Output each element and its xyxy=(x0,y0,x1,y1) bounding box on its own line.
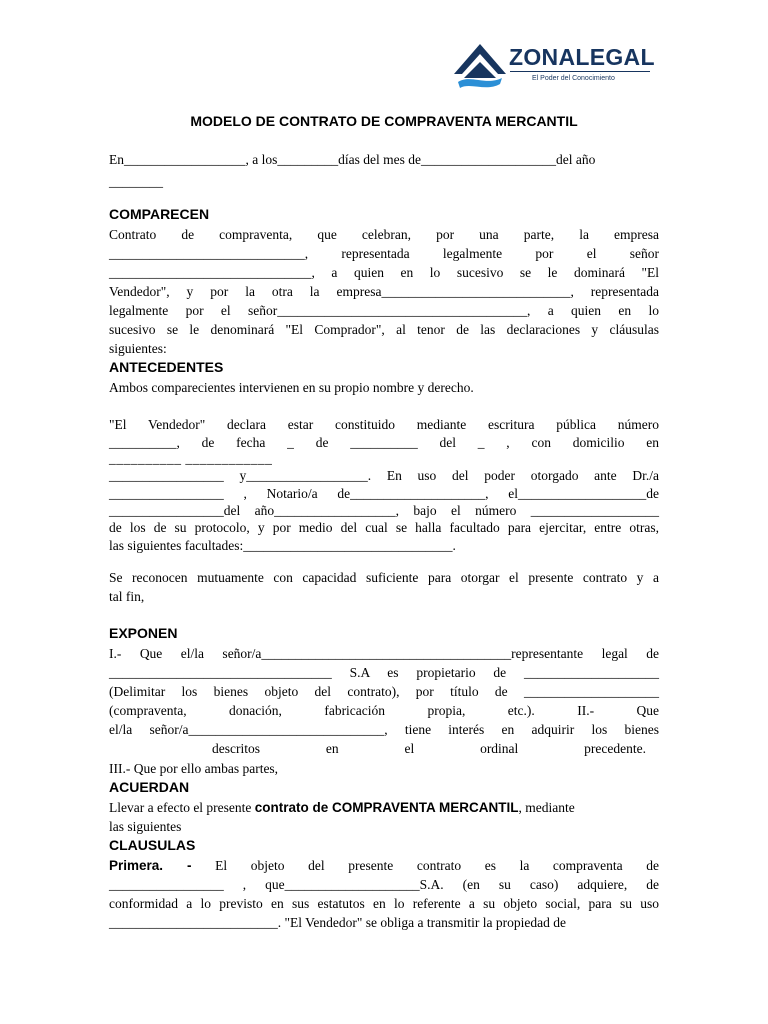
clausula-primera-text: El objeto del presente contrato es la compraventa de xyxy=(215,858,660,873)
heading-clausulas: CLAUSULAS xyxy=(109,837,196,853)
heading-antecedentes: ANTECEDENTES xyxy=(109,359,224,375)
clausula-primera-line-1 xyxy=(109,857,659,875)
reconocen-line-1: Se reconocen mutuamente con capacidad suficiente para otorgar el presente contrato y a xyxy=(109,570,659,585)
antecedentes-line-6: _________________ , Notario/a de____________________, el___________________de xyxy=(109,486,659,501)
exponen-line-2: _________________________________ S.A es propietario de ____________________ xyxy=(109,665,659,680)
acuerdan-line-2: las siguientes xyxy=(109,819,182,834)
date-line: En__________________, a los_________días del mes de____________________del año xyxy=(109,152,596,167)
antecedentes-line-3: __________, de fecha _ de __________ del _ , con domicilio en xyxy=(109,435,659,450)
clausula-primera-line-2: _________________ , que____________________S.A. (en su caso) adquiere, de xyxy=(109,877,659,892)
antecedentes-line-1: Ambos comparecientes intervienen en su propio nombre y derecho. xyxy=(109,380,474,395)
antecedentes-line-8: de los de su protocolo, y por medio del cual se halla facultado para ejercitar, entre otras, xyxy=(109,520,659,535)
exponen-line-3: (Delimitar los bienes objeto del contrato), por título de ____________________ xyxy=(109,684,659,699)
contract-name-bold: contrato de COMPRAVENTA MERCANTIL xyxy=(254,800,519,815)
heading-acuerdan: ACUERDAN xyxy=(109,779,190,795)
logo-mark-icon xyxy=(452,42,508,94)
exponen-line-6: descritos en el ordinal precedente. xyxy=(212,741,646,756)
heading-exponen: EXPONEN xyxy=(109,625,178,641)
acuerdan-text-1: Llevar a efecto el presente xyxy=(109,800,252,815)
comparecen-line-7: siguientes: xyxy=(109,341,167,356)
comparecen-line-5: legalmente por el señor_____________________________________, a quien en lo xyxy=(109,303,659,318)
antecedentes-line-5: _________________ y__________________. En uso del poder otorgado ante Dr./a xyxy=(109,468,659,483)
comparecen-line-2: _____________________________, representada legalmente por el señor xyxy=(109,246,659,261)
exponen-line-4: (compraventa, donación, fabricación propia, etc.). II.- Que xyxy=(109,703,659,718)
clausula-primera-line-3: conformidad a lo previsto en sus estatutos en lo referente a su objeto social, para su uso xyxy=(109,896,659,911)
antecedentes-line-4: __________ ____________ xyxy=(109,451,273,466)
antecedentes-line-9: las siguientes facultades:_______________________________. xyxy=(109,538,456,553)
comparecen-line-4: Vendedor", y por la otra la empresa____________________________, representada xyxy=(109,284,659,299)
antecedentes-line-2: "El Vendedor" declara estar constituido mediante escritura pública número xyxy=(109,417,659,432)
comparecen-line-6: sucesivo se le denominará "El Comprador", al tenor de las declaraciones y cláusulas xyxy=(109,322,659,337)
clausula-primera-line-4: _________________________. "El Vendedor" se obliga a transmitir la propiedad de xyxy=(109,915,566,930)
zonalegal-logo xyxy=(452,42,662,94)
reconocen-line-2: tal fin, xyxy=(109,589,145,604)
heading-comparecen: COMPARECEN xyxy=(109,206,210,222)
comparecen-line-1: Contrato de compraventa, que celebran, por una parte, la empresa xyxy=(109,227,659,242)
acuerdan-text-2: , mediante xyxy=(518,800,575,815)
logo-name: ZONALEGAL xyxy=(509,44,655,70)
exponen-line-1: I.- Que el/la señor/a_____________________________________representante legal de xyxy=(109,646,659,661)
document-title: MODELO DE CONTRATO DE COMPRAVENTA MERCANTIL xyxy=(190,113,578,129)
antecedentes-line-7: _________________del año__________________, bajo el número ___________________ xyxy=(109,503,659,518)
exponen-line-5: el/la señor/a_____________________________, tiene interés en adquirir los bienes xyxy=(109,722,659,737)
exponen-line-7: III.- Que por ello ambas partes, xyxy=(109,761,279,776)
comparecen-line-3: ______________________________, a quien en lo sucesivo se le dominará "El xyxy=(109,265,659,280)
logo-divider xyxy=(510,71,650,72)
logo-tagline: El Poder del Conocimiento xyxy=(532,75,615,82)
clausula-primera-label: Primera. - xyxy=(109,858,192,873)
year-blank-line: ________ xyxy=(109,174,163,189)
acuerdan-line-1 xyxy=(109,799,659,817)
